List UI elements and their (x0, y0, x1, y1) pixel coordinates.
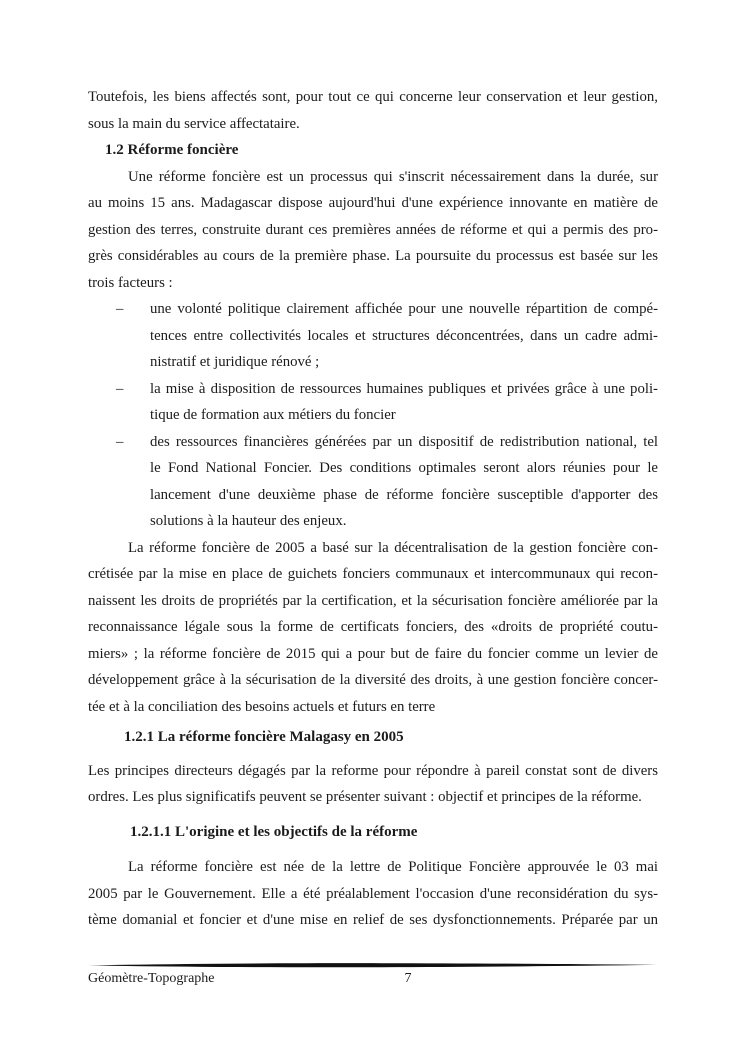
bullet-dash: – (116, 380, 124, 397)
bullet-text: la mise à disposition de ressources humaines publiques et privées grâce à une poli- (150, 380, 658, 397)
text-line: trois facteurs : (88, 274, 173, 291)
text-line: La réforme foncière est née de la lettre de Politique Foncière approuvée le 03 mai (128, 859, 658, 875)
text-line: Une réforme foncière est un processus qui s'inscrit nécessairement dans la durée, sur (128, 168, 658, 185)
text-line: ordres. Les plus significatifs peuvent se présenter suivant : objectif et principes de la réforme. (88, 789, 642, 805)
text-line: tique de formation aux métiers du foncier (150, 407, 396, 423)
paragraph (88, 164, 658, 297)
text-line: tée et à la conciliation des besoins actuels et futurs en terre (88, 698, 436, 715)
paragraph (88, 84, 658, 137)
text-line: lancement d'une deuxième phase de réforme foncière susceptible d'apporter des (150, 486, 658, 503)
text-line: Les principes directeurs dégagés par la reforme pour répondre à pareil constat sont de divers (88, 762, 658, 779)
text-line: le Fond National Foncier. Des conditions optimales seront alors réunies pour le (150, 460, 658, 476)
page-footer (88, 962, 658, 988)
bullet-text: une volonté politique clairement affichée pour une nouvelle répartition de compé- (150, 301, 658, 317)
text-line (88, 296, 658, 323)
text-line: sous la main du service affectataire. (88, 115, 300, 132)
text-line (88, 376, 658, 403)
section-heading: 1.2.1 La réforme foncière Malagasy en 2005 (124, 729, 404, 745)
text-line: grès considérables au cours de la première phase. La poursuite du processus est basée sur les (88, 248, 658, 264)
text-line: développement grâce à la sécurisation de la diversité des droits, à une gestion foncière concer- (88, 672, 658, 688)
bullet-dash: – (116, 301, 124, 317)
footer-author: Géomètre-Topographe (88, 971, 215, 986)
bullet-item (88, 296, 658, 376)
footer-rule (88, 962, 658, 969)
bullet-item (88, 376, 658, 429)
text-line: Toutefois, les biens affectés sont, pour tout ce qui concerne leur conservation et leur gestion, (88, 89, 658, 105)
text-line: tème domanial et foncier et d'une mise en relief de ses dysfonctionnements. Préparée par un (88, 912, 658, 928)
paragraph (88, 758, 658, 811)
section-heading: 1.2.1.1 L'origine et les objectifs de la réforme (130, 823, 418, 840)
text-line: nistratif et juridique rénové ; (150, 354, 320, 370)
bullet-dash: – (116, 433, 124, 450)
bullet-text: des ressources financières générées par un dispositif de redistribution national, tel (150, 433, 658, 450)
text-line: naissent les droits de propriétés par la certification, et la sécurisation foncière améliorée par la (88, 592, 658, 609)
bullet-item (88, 429, 658, 535)
page-number: 7 (404, 971, 412, 986)
text-line: gestion des terres, construite durant ces premières années de réforme et qui a permis des pro- (88, 221, 658, 238)
text-line: tences entre collectivités locales et structures déconcentrées, dans un cadre admi- (150, 327, 658, 344)
section-heading: 1.2 Réforme foncière (105, 142, 239, 158)
paragraph (88, 535, 658, 721)
text-line: crétisée par la mise en place de guichets fonciers communaux et intercommunaux qui recon- (88, 566, 658, 582)
text-line: reconnaissance légale sous la forme de certificats fonciers, des «droits de propriété coutu- (88, 619, 658, 635)
paragraph (88, 854, 658, 934)
document-body (88, 84, 658, 934)
footer-row (88, 970, 658, 988)
text-line: La réforme foncière de 2005 a basé sur la décentralisation de la gestion foncière con- (128, 539, 658, 556)
text-line: 2005 par le Gouvernement. Elle a été préalablement l'occasion d'une reconsidération du sys- (88, 885, 658, 902)
text-line (88, 429, 658, 456)
text-line: au moins 15 ans. Madagascar dispose aujourd'hui d'une expérience innovante en matière de (88, 195, 658, 211)
text-line: solutions à la hauteur des enjeux. (150, 513, 347, 529)
text-line: miers» ; la réforme foncière de 2015 qui a pour but de faire du foncier comme un levier de (88, 645, 658, 662)
